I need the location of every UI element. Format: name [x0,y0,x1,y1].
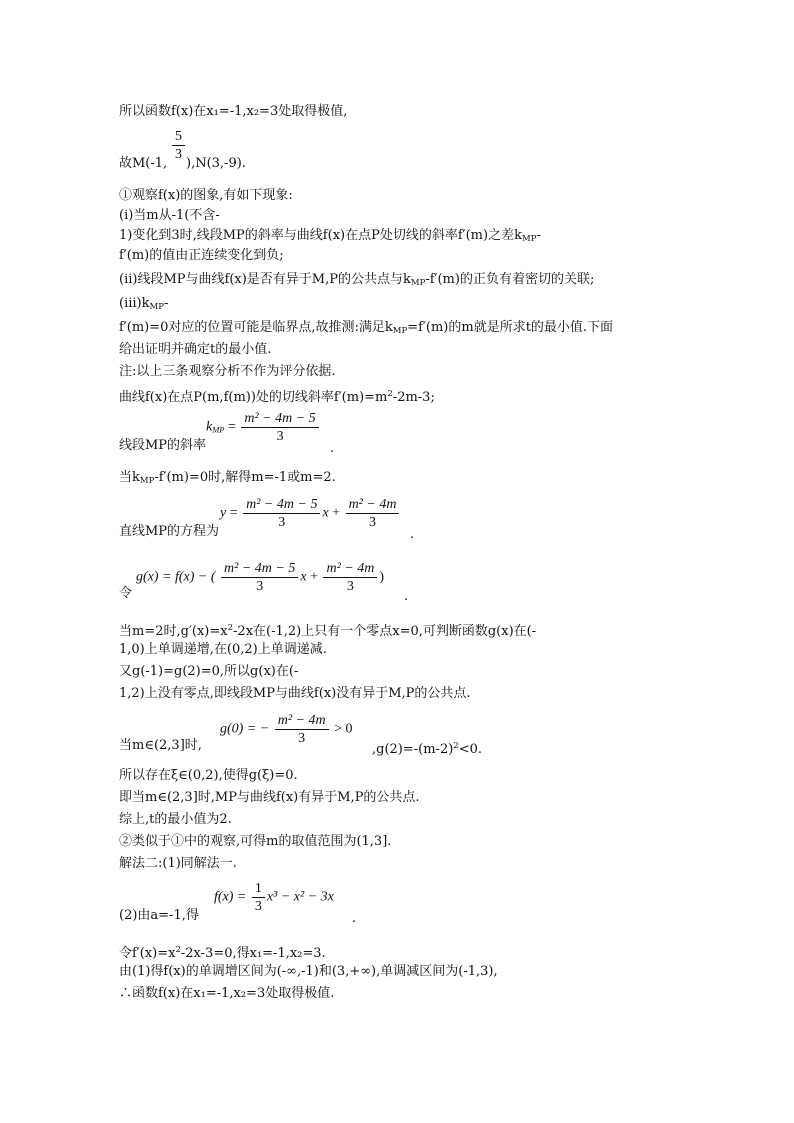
text-line-points-mn-rest: ),N(3,-9). [186,156,246,171]
text-line-m-interval: 当m∈(2,3]时, [119,738,202,753]
fraction-five-thirds: $\frac{5}{3}$ [170,128,187,163]
text-line-intervals: 由(1)得f(x)的单调增区间为(-∞,-1)和(3,+∞),单调减区间为(-1,3), [119,964,498,979]
text-line-common-point: 即当m∈(2,3]时,MP与曲线f(x)有异于M,P的公共点. [119,790,420,805]
text-line-no-common-point: 1,2)上没有零点,即线段MP与曲线f(x)没有异于M,P的公共点. [119,686,471,701]
text-line-slope-diff: 1)变化到3时,线段MP的斜率与曲线f(x)在点P处切线的斜率f′(m)之差$k_{MP}-$ [119,228,541,244]
text-line-case-iii: $(ⅲ)k_{MP}-$ [119,296,169,312]
formula-mp-slope: $k_{MP}$ = $\frac{\text{m² − 4m − 5}}{3}$ [206,410,321,445]
text-line-g-zeros: 又g(-1)=g(2)=0,所以g(x)在(- [119,664,299,679]
text-line-case-i: (ⅰ)当m从-1(不含- [119,208,220,223]
text-line-xi-exists: 所以存在ξ∈(0,2),使得g(ξ)=0. [119,768,298,783]
period-mark: . [410,527,415,542]
text-line-case-ii: (ⅱ)线段MP与曲线f(x)是否有异于M,P的公共点与$k_{MP}-f'(m)$的正负有着密切的关联; [119,272,595,288]
text-line-critical-point: f′(m)=0对应的位置可能是临界点,故推测:满足$k_{MP}=f'(m)$的m就是所求t的最小值.下面 [119,320,614,336]
text-line-a-minus-one: (2)由a=-1,得 [119,908,199,923]
period-mark: . [404,589,409,604]
text-line-solve-m: 当$k_{MP}-f'(m)=0$时,解得m=-1或m=2. [119,470,336,486]
text-line-tangent-slope: 曲线f(x)在点P(m,f(m))处的切线斜率$f'(m)=m^2-2m-3$; [119,389,435,405]
formula-g-definition: g(x) = f(x) − ( $\frac{\text{m² − 4m − 5}}{3}$ x + $\frac{\text{m² − 4m}}{3}$ ) [136,561,385,594]
text-line-monotonic: 1,0)上单调递增,在(0,2)上单调递减. [119,642,327,657]
text-line-let: 令 [119,586,133,601]
text-line-min-t: 综上,t的最小值为2. [119,812,232,827]
text-line-points-mn: 故M(-1, [119,156,168,171]
text-line-sign-change: f′(m)的值由正连续变化到负; [119,248,284,263]
text-line-g-two: $,g(2)=-(m-2)^2<0$. [372,741,483,757]
text-line-range-m: ②类似于①中的观察,可得m的取值范围为(1,3]. [119,834,392,849]
period-mark: . [352,911,357,926]
text-line-mp-equation-label: 直线MP的方程为 [119,524,220,539]
text-line-conclusion: ∴函数f(x)在x₁=-1,x₂=3处取得极值. [119,986,335,1001]
text-line-mp-slope-label: 线段MP的斜率 [119,438,207,453]
formula-g-zero: g(0) = − $\frac{\text{m² − 4m}}{3}$ > 0 [220,713,353,746]
formula-mp-line: y = $\frac{\text{m² − 4m − 5}}{3}$ x + $\frac{\text{m² − 4m}}{3}$ [220,496,401,531]
formula-f-cubic: f(x) = $\frac{1}{3}$ x³ − x² − 3x [214,881,334,914]
text-line-extreme-values: 所以函数f(x)在x₁=-1,x₂=3处取得极值, [119,104,348,119]
text-line-observe: ①观察f(x)的图象,有如下现象: [119,188,293,203]
text-line-method-two: 解法二:(1)同解法一. [119,856,237,871]
text-line-m-equals-2: 当m=2时$,g'(x)=x^2-2x$在(-1,2)上只有一个零点x=0,可判断函数g(x)在(- [119,623,537,639]
period-mark: . [330,441,335,456]
text-line-note: 注:以上三条观察分析不作为评分依据. [119,364,336,379]
text-line-proof-intro: 给出证明并确定t的最小值. [119,342,272,357]
text-line-derivative-zero: 令$f'(x)=x^2-2x-3=0$,得x₁=-1,x₂=3. [119,945,326,961]
